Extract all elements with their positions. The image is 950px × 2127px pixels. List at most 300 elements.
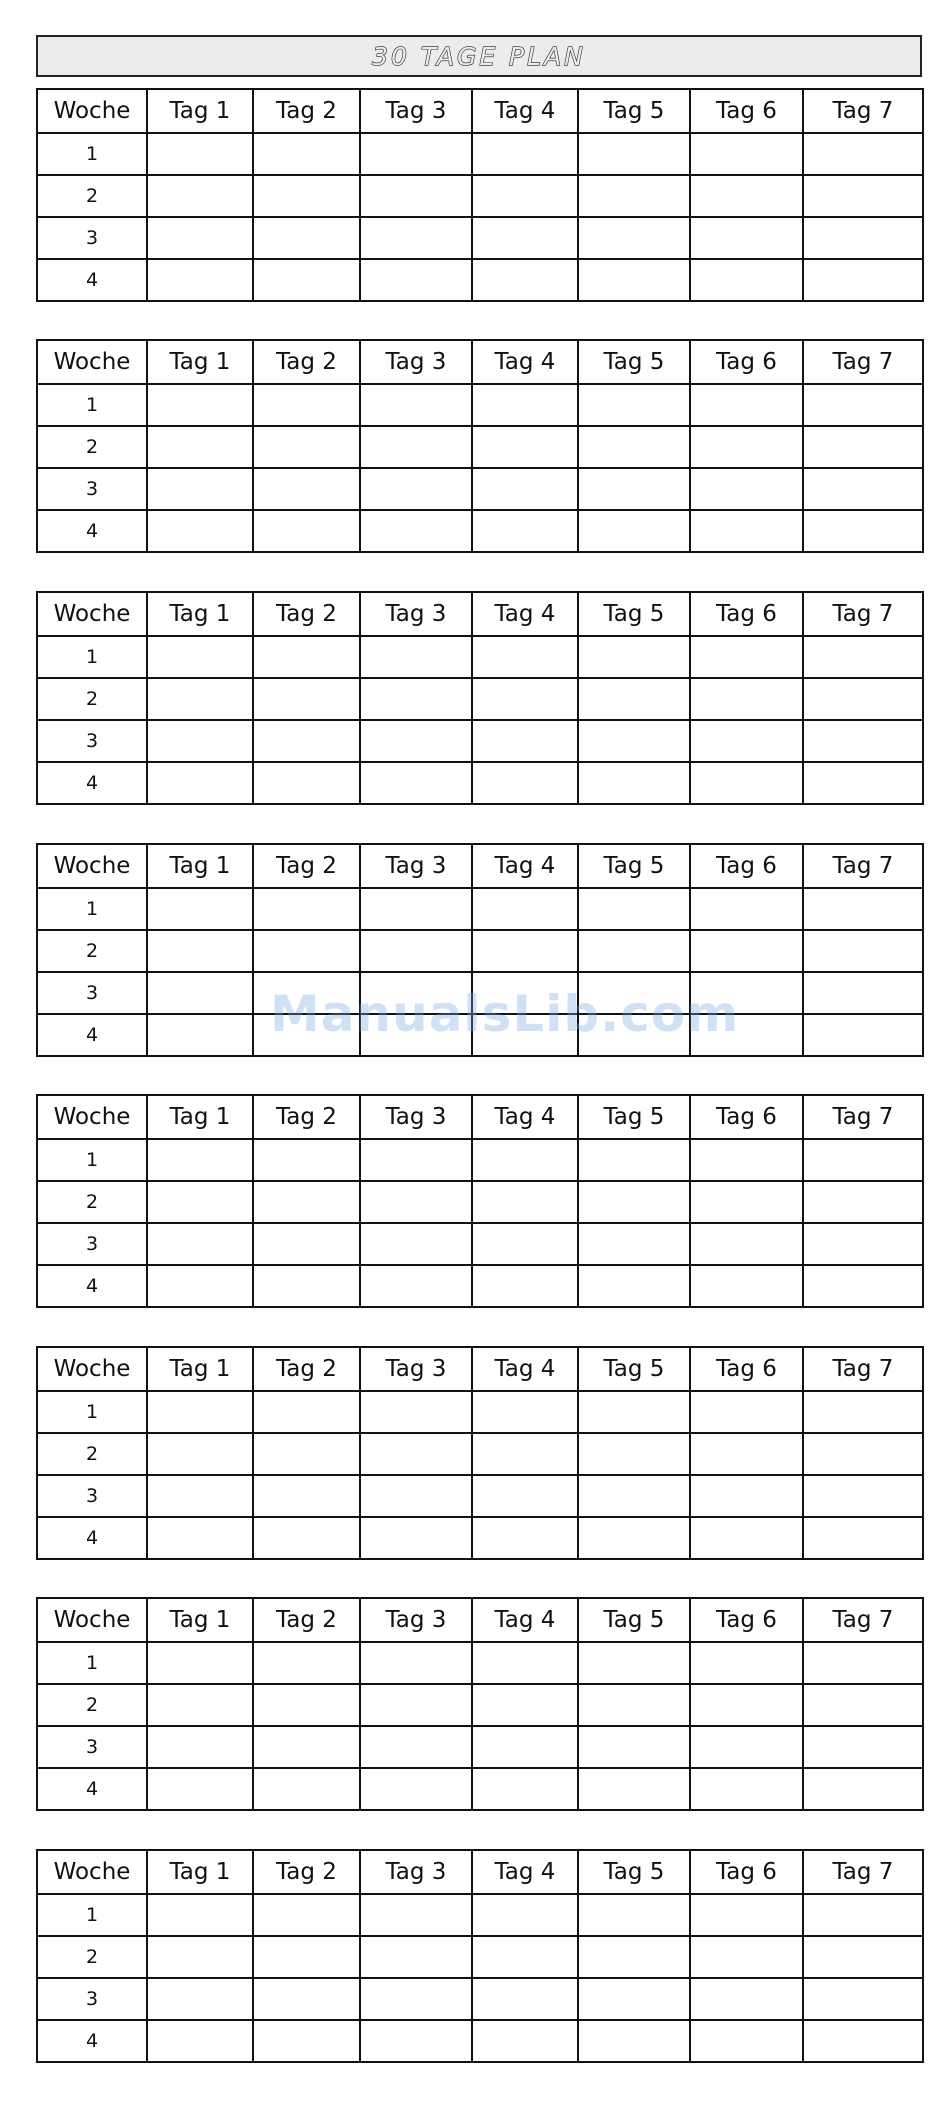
day-entry-cell[interactable]: [803, 1978, 923, 2020]
week-number-cell: 4: [37, 1768, 147, 1810]
day-entry-cell[interactable]: [690, 1181, 803, 1223]
day-entry-cell[interactable]: [690, 1475, 803, 1517]
day-entry-cell[interactable]: [360, 1014, 472, 1056]
day-entry-cell[interactable]: [803, 259, 923, 301]
day-entry-cell[interactable]: [253, 1475, 360, 1517]
day-entry-cell[interactable]: [472, 510, 578, 552]
day-entry-cell[interactable]: [472, 1642, 578, 1684]
table-row: [37, 133, 923, 175]
column-header-tag-2: Tag 2: [253, 844, 360, 888]
day-entry-cell[interactable]: [803, 426, 923, 468]
column-header-tag-4: Tag 4: [472, 1347, 578, 1391]
table-row: [37, 217, 923, 259]
day-entry-cell[interactable]: [472, 762, 578, 804]
plan-table-block: [36, 339, 924, 553]
day-entry-cell[interactable]: [360, 636, 472, 678]
day-entry-cell[interactable]: [147, 1391, 253, 1433]
day-entry-cell[interactable]: [472, 678, 578, 720]
column-header-tag-6: Tag 6: [690, 1850, 803, 1894]
week-number-cell: 2: [37, 1433, 147, 1475]
table-row: [37, 678, 923, 720]
day-entry-cell[interactable]: [360, 1684, 472, 1726]
day-entry-cell[interactable]: [147, 2020, 253, 2062]
day-entry-cell[interactable]: [803, 1014, 923, 1056]
day-entry-cell[interactable]: [803, 1894, 923, 1936]
day-entry-cell[interactable]: [578, 1139, 690, 1181]
day-entry-cell[interactable]: [147, 510, 253, 552]
day-entry-cell[interactable]: [690, 972, 803, 1014]
column-header-tag-3: Tag 3: [360, 592, 472, 636]
day-entry-cell[interactable]: [360, 930, 472, 972]
day-entry-cell[interactable]: [578, 217, 690, 259]
table-row: [37, 1391, 923, 1433]
day-entry-cell[interactable]: [147, 1936, 253, 1978]
day-entry-cell[interactable]: [578, 636, 690, 678]
day-entry-cell[interactable]: [253, 1517, 360, 1559]
column-header-tag-3: Tag 3: [360, 1095, 472, 1139]
day-entry-cell[interactable]: [253, 468, 360, 510]
day-entry-cell[interactable]: [472, 1978, 578, 2020]
day-entry-cell[interactable]: [360, 426, 472, 468]
day-entry-cell[interactable]: [360, 217, 472, 259]
day-entry-cell[interactable]: [690, 175, 803, 217]
day-entry-cell[interactable]: [578, 1642, 690, 1684]
day-entry-cell[interactable]: [253, 1391, 360, 1433]
day-entry-cell[interactable]: [803, 384, 923, 426]
week-number-cell: 4: [37, 2020, 147, 2062]
day-entry-cell[interactable]: [578, 259, 690, 301]
day-entry-cell[interactable]: [147, 888, 253, 930]
day-entry-cell[interactable]: [803, 1223, 923, 1265]
day-entry-cell[interactable]: [253, 1433, 360, 1475]
day-entry-cell[interactable]: [147, 1265, 253, 1307]
day-entry-cell[interactable]: [253, 1223, 360, 1265]
day-entry-cell[interactable]: [472, 1265, 578, 1307]
day-entry-cell[interactable]: [803, 1726, 923, 1768]
plan-table: [36, 339, 924, 553]
day-entry-cell[interactable]: [690, 1223, 803, 1265]
day-entry-cell[interactable]: [578, 1978, 690, 2020]
day-entry-cell[interactable]: [690, 1433, 803, 1475]
day-entry-cell[interactable]: [803, 175, 923, 217]
column-header-tag-1: Tag 1: [147, 1347, 253, 1391]
table-row: [37, 972, 923, 1014]
day-entry-cell[interactable]: [147, 1181, 253, 1223]
day-entry-cell[interactable]: [360, 1223, 472, 1265]
day-entry-cell[interactable]: [472, 1936, 578, 1978]
day-entry-cell[interactable]: [147, 1978, 253, 2020]
day-entry-cell[interactable]: [803, 1181, 923, 1223]
day-entry-cell[interactable]: [803, 888, 923, 930]
day-entry-cell[interactable]: [690, 720, 803, 762]
day-entry-cell[interactable]: [253, 1642, 360, 1684]
column-header-tag-6: Tag 6: [690, 1095, 803, 1139]
day-entry-cell[interactable]: [360, 1936, 472, 1978]
day-entry-cell[interactable]: [360, 175, 472, 217]
table-row: [37, 1014, 923, 1056]
column-header-tag-2: Tag 2: [253, 340, 360, 384]
day-entry-cell[interactable]: [472, 1223, 578, 1265]
column-header-woche: Woche: [37, 340, 147, 384]
day-entry-cell[interactable]: [578, 1265, 690, 1307]
day-entry-cell[interactable]: [253, 720, 360, 762]
day-entry-cell[interactable]: [803, 1475, 923, 1517]
day-entry-cell[interactable]: [472, 636, 578, 678]
day-entry-cell[interactable]: [360, 1475, 472, 1517]
day-entry-cell[interactable]: [360, 1391, 472, 1433]
day-entry-cell[interactable]: [690, 1391, 803, 1433]
table-row: [37, 1223, 923, 1265]
column-header-tag-6: Tag 6: [690, 592, 803, 636]
column-header-woche: Woche: [37, 1095, 147, 1139]
day-entry-cell[interactable]: [360, 972, 472, 1014]
day-entry-cell[interactable]: [690, 510, 803, 552]
column-header-tag-7: Tag 7: [803, 1095, 923, 1139]
day-entry-cell[interactable]: [147, 1139, 253, 1181]
day-entry-cell[interactable]: [472, 1517, 578, 1559]
day-entry-cell[interactable]: [360, 384, 472, 426]
day-entry-cell[interactable]: [803, 1265, 923, 1307]
day-entry-cell[interactable]: [472, 1139, 578, 1181]
day-entry-cell[interactable]: [690, 1014, 803, 1056]
day-entry-cell[interactable]: [360, 133, 472, 175]
week-number-cell: 3: [37, 1475, 147, 1517]
week-number-cell: 4: [37, 510, 147, 552]
column-header-tag-7: Tag 7: [803, 1347, 923, 1391]
day-entry-cell[interactable]: [253, 2020, 360, 2062]
day-entry-cell[interactable]: [578, 1014, 690, 1056]
column-header-woche: Woche: [37, 844, 147, 888]
column-header-tag-6: Tag 6: [690, 340, 803, 384]
column-header-tag-1: Tag 1: [147, 844, 253, 888]
day-entry-cell[interactable]: [690, 1978, 803, 2020]
column-header-tag-2: Tag 2: [253, 592, 360, 636]
table-row: [37, 468, 923, 510]
plan-table-block: [36, 1346, 924, 1560]
week-number-cell: 3: [37, 468, 147, 510]
day-entry-cell[interactable]: [253, 636, 360, 678]
day-entry-cell[interactable]: [690, 2020, 803, 2062]
day-entry-cell[interactable]: [690, 217, 803, 259]
day-entry-cell[interactable]: [803, 217, 923, 259]
day-entry-cell[interactable]: [147, 1894, 253, 1936]
day-entry-cell[interactable]: [578, 1894, 690, 1936]
day-entry-cell[interactable]: [690, 1517, 803, 1559]
day-entry-cell[interactable]: [147, 384, 253, 426]
day-entry-cell[interactable]: [578, 972, 690, 1014]
day-entry-cell[interactable]: [147, 678, 253, 720]
day-entry-cell[interactable]: [472, 133, 578, 175]
day-entry-cell[interactable]: [803, 930, 923, 972]
day-entry-cell[interactable]: [360, 510, 472, 552]
day-entry-cell[interactable]: [253, 175, 360, 217]
day-entry-cell[interactable]: [578, 1391, 690, 1433]
day-entry-cell[interactable]: [147, 972, 253, 1014]
column-header-tag-5: Tag 5: [578, 1850, 690, 1894]
day-entry-cell[interactable]: [472, 1726, 578, 1768]
day-entry-cell[interactable]: [360, 1642, 472, 1684]
day-entry-cell[interactable]: [803, 1684, 923, 1726]
day-entry-cell[interactable]: [803, 1768, 923, 1810]
day-entry-cell[interactable]: [472, 1014, 578, 1056]
week-number-cell: 3: [37, 972, 147, 1014]
plan-table-block: [36, 1849, 924, 2063]
day-entry-cell[interactable]: [147, 217, 253, 259]
day-entry-cell[interactable]: [578, 930, 690, 972]
day-entry-cell[interactable]: [253, 1894, 360, 1936]
day-entry-cell[interactable]: [578, 720, 690, 762]
day-entry-cell[interactable]: [472, 1684, 578, 1726]
day-entry-cell[interactable]: [253, 133, 360, 175]
week-number-cell: 3: [37, 217, 147, 259]
day-entry-cell[interactable]: [360, 678, 472, 720]
day-entry-cell[interactable]: [253, 1936, 360, 1978]
title-banner: [36, 35, 922, 77]
day-entry-cell[interactable]: [690, 636, 803, 678]
day-entry-cell[interactable]: [472, 720, 578, 762]
day-entry-cell[interactable]: [578, 1517, 690, 1559]
day-entry-cell[interactable]: [147, 259, 253, 301]
day-entry-cell[interactable]: [578, 888, 690, 930]
day-entry-cell[interactable]: [578, 1684, 690, 1726]
day-entry-cell[interactable]: [690, 259, 803, 301]
day-entry-cell[interactable]: [360, 888, 472, 930]
day-entry-cell[interactable]: [690, 1139, 803, 1181]
table-row: [37, 1768, 923, 1810]
day-entry-cell[interactable]: [472, 259, 578, 301]
day-entry-cell[interactable]: [803, 720, 923, 762]
day-entry-cell[interactable]: [472, 426, 578, 468]
day-entry-cell[interactable]: [803, 1642, 923, 1684]
day-entry-cell[interactable]: [360, 468, 472, 510]
day-entry-cell[interactable]: [578, 1768, 690, 1810]
day-entry-cell[interactable]: [253, 1181, 360, 1223]
column-header-tag-1: Tag 1: [147, 592, 253, 636]
day-entry-cell[interactable]: [578, 1223, 690, 1265]
column-header-tag-5: Tag 5: [578, 1347, 690, 1391]
column-header-tag-2: Tag 2: [253, 1347, 360, 1391]
day-entry-cell[interactable]: [690, 1684, 803, 1726]
plan-table: [36, 1346, 924, 1560]
day-entry-cell[interactable]: [472, 1181, 578, 1223]
day-entry-cell[interactable]: [690, 762, 803, 804]
column-header-woche: Woche: [37, 1347, 147, 1391]
week-number-cell: 2: [37, 426, 147, 468]
day-entry-cell[interactable]: [253, 426, 360, 468]
column-header-tag-5: Tag 5: [578, 592, 690, 636]
day-entry-cell[interactable]: [472, 1894, 578, 1936]
day-entry-cell[interactable]: [803, 510, 923, 552]
day-entry-cell[interactable]: [360, 259, 472, 301]
day-entry-cell[interactable]: [253, 972, 360, 1014]
day-entry-cell[interactable]: [147, 1475, 253, 1517]
day-entry-cell[interactable]: [803, 1936, 923, 1978]
day-entry-cell[interactable]: [253, 1726, 360, 1768]
column-header-tag-4: Tag 4: [472, 592, 578, 636]
day-entry-cell[interactable]: [472, 888, 578, 930]
day-entry-cell[interactable]: [578, 133, 690, 175]
day-entry-cell[interactable]: [472, 384, 578, 426]
plan-table: [36, 88, 924, 302]
day-entry-cell[interactable]: [472, 930, 578, 972]
day-entry-cell[interactable]: [147, 1223, 253, 1265]
table-header-row: [37, 1347, 923, 1391]
day-entry-cell[interactable]: [803, 468, 923, 510]
day-entry-cell[interactable]: [690, 1642, 803, 1684]
column-header-tag-2: Tag 2: [253, 1598, 360, 1642]
plan-table: [36, 591, 924, 805]
day-entry-cell[interactable]: [690, 1726, 803, 1768]
column-header-tag-3: Tag 3: [360, 340, 472, 384]
day-entry-cell[interactable]: [147, 930, 253, 972]
day-entry-cell[interactable]: [578, 762, 690, 804]
day-entry-cell[interactable]: [360, 1265, 472, 1307]
day-entry-cell[interactable]: [690, 930, 803, 972]
day-entry-cell[interactable]: [803, 762, 923, 804]
day-entry-cell[interactable]: [690, 678, 803, 720]
table-header-row: [37, 844, 923, 888]
day-entry-cell[interactable]: [690, 468, 803, 510]
day-entry-cell[interactable]: [253, 1684, 360, 1726]
day-entry-cell[interactable]: [472, 2020, 578, 2062]
day-entry-cell[interactable]: [360, 1433, 472, 1475]
day-entry-cell[interactable]: [578, 2020, 690, 2062]
day-entry-cell[interactable]: [578, 1181, 690, 1223]
day-entry-cell[interactable]: [360, 720, 472, 762]
day-entry-cell[interactable]: [803, 1391, 923, 1433]
day-entry-cell[interactable]: [147, 133, 253, 175]
column-header-tag-4: Tag 4: [472, 1850, 578, 1894]
table-header-row: [37, 1095, 923, 1139]
week-number-cell: 3: [37, 1223, 147, 1265]
day-entry-cell[interactable]: [253, 888, 360, 930]
day-entry-cell[interactable]: [690, 1894, 803, 1936]
day-entry-cell[interactable]: [690, 426, 803, 468]
week-number-cell: 4: [37, 1014, 147, 1056]
column-header-tag-4: Tag 4: [472, 340, 578, 384]
day-entry-cell[interactable]: [578, 1433, 690, 1475]
day-entry-cell[interactable]: [690, 1768, 803, 1810]
day-entry-cell[interactable]: [253, 259, 360, 301]
week-number-cell: 2: [37, 175, 147, 217]
day-entry-cell[interactable]: [803, 133, 923, 175]
day-entry-cell[interactable]: [690, 1936, 803, 1978]
day-entry-cell[interactable]: [147, 1684, 253, 1726]
day-entry-cell[interactable]: [360, 1139, 472, 1181]
day-entry-cell[interactable]: [360, 1517, 472, 1559]
column-header-tag-5: Tag 5: [578, 89, 690, 133]
table-row: [37, 1433, 923, 1475]
day-entry-cell[interactable]: [147, 1726, 253, 1768]
day-entry-cell[interactable]: [472, 175, 578, 217]
column-header-tag-2: Tag 2: [253, 1095, 360, 1139]
day-entry-cell[interactable]: [147, 1768, 253, 1810]
day-entry-cell[interactable]: [147, 720, 253, 762]
day-entry-cell[interactable]: [147, 762, 253, 804]
day-entry-cell[interactable]: [472, 1768, 578, 1810]
table-header-row: [37, 89, 923, 133]
day-entry-cell[interactable]: [578, 1475, 690, 1517]
day-entry-cell[interactable]: [472, 468, 578, 510]
day-entry-cell[interactable]: [360, 1894, 472, 1936]
day-entry-cell[interactable]: [147, 1014, 253, 1056]
day-entry-cell[interactable]: [360, 2020, 472, 2062]
day-entry-cell[interactable]: [253, 217, 360, 259]
day-entry-cell[interactable]: [803, 972, 923, 1014]
day-entry-cell[interactable]: [147, 1433, 253, 1475]
day-entry-cell[interactable]: [253, 1768, 360, 1810]
day-entry-cell[interactable]: [578, 510, 690, 552]
day-entry-cell[interactable]: [578, 468, 690, 510]
day-entry-cell[interactable]: [803, 2020, 923, 2062]
day-entry-cell[interactable]: [360, 1768, 472, 1810]
day-entry-cell[interactable]: [147, 636, 253, 678]
day-entry-cell[interactable]: [147, 1642, 253, 1684]
day-entry-cell[interactable]: [578, 175, 690, 217]
day-entry-cell[interactable]: [253, 678, 360, 720]
day-entry-cell[interactable]: [147, 175, 253, 217]
day-entry-cell[interactable]: [360, 1726, 472, 1768]
day-entry-cell[interactable]: [472, 1475, 578, 1517]
day-entry-cell[interactable]: [578, 426, 690, 468]
day-entry-cell[interactable]: [803, 1433, 923, 1475]
day-entry-cell[interactable]: [253, 762, 360, 804]
column-header-tag-5: Tag 5: [578, 1598, 690, 1642]
day-entry-cell[interactable]: [803, 1139, 923, 1181]
day-entry-cell[interactable]: [803, 1517, 923, 1559]
plan-table: [36, 1849, 924, 2063]
day-entry-cell[interactable]: [690, 384, 803, 426]
day-entry-cell[interactable]: [253, 1139, 360, 1181]
day-entry-cell[interactable]: [360, 1978, 472, 2020]
day-entry-cell[interactable]: [253, 1265, 360, 1307]
day-entry-cell[interactable]: [803, 636, 923, 678]
day-entry-cell[interactable]: [253, 510, 360, 552]
table-row: [37, 426, 923, 468]
day-entry-cell[interactable]: [360, 1181, 472, 1223]
day-entry-cell[interactable]: [253, 384, 360, 426]
day-entry-cell[interactable]: [690, 133, 803, 175]
plan-table-block: [36, 843, 924, 1057]
table-row: [37, 636, 923, 678]
day-entry-cell[interactable]: [147, 426, 253, 468]
column-header-woche: Woche: [37, 592, 147, 636]
table-row: [37, 930, 923, 972]
day-entry-cell[interactable]: [803, 678, 923, 720]
day-entry-cell[interactable]: [578, 384, 690, 426]
day-entry-cell[interactable]: [147, 1517, 253, 1559]
day-entry-cell[interactable]: [472, 1391, 578, 1433]
column-header-tag-2: Tag 2: [253, 1850, 360, 1894]
day-entry-cell[interactable]: [360, 762, 472, 804]
day-entry-cell[interactable]: [472, 1433, 578, 1475]
column-header-tag-3: Tag 3: [360, 1347, 472, 1391]
week-number-cell: 4: [37, 1517, 147, 1559]
day-entry-cell[interactable]: [578, 1936, 690, 1978]
table-row: [37, 1265, 923, 1307]
day-entry-cell[interactable]: [578, 678, 690, 720]
day-entry-cell[interactable]: [690, 1265, 803, 1307]
day-entry-cell[interactable]: [147, 468, 253, 510]
day-entry-cell[interactable]: [690, 888, 803, 930]
day-entry-cell[interactable]: [253, 1978, 360, 2020]
day-entry-cell[interactable]: [253, 930, 360, 972]
day-entry-cell[interactable]: [253, 1014, 360, 1056]
day-entry-cell[interactable]: [472, 217, 578, 259]
day-entry-cell[interactable]: [472, 972, 578, 1014]
week-number-cell: 2: [37, 930, 147, 972]
day-entry-cell[interactable]: [578, 1726, 690, 1768]
